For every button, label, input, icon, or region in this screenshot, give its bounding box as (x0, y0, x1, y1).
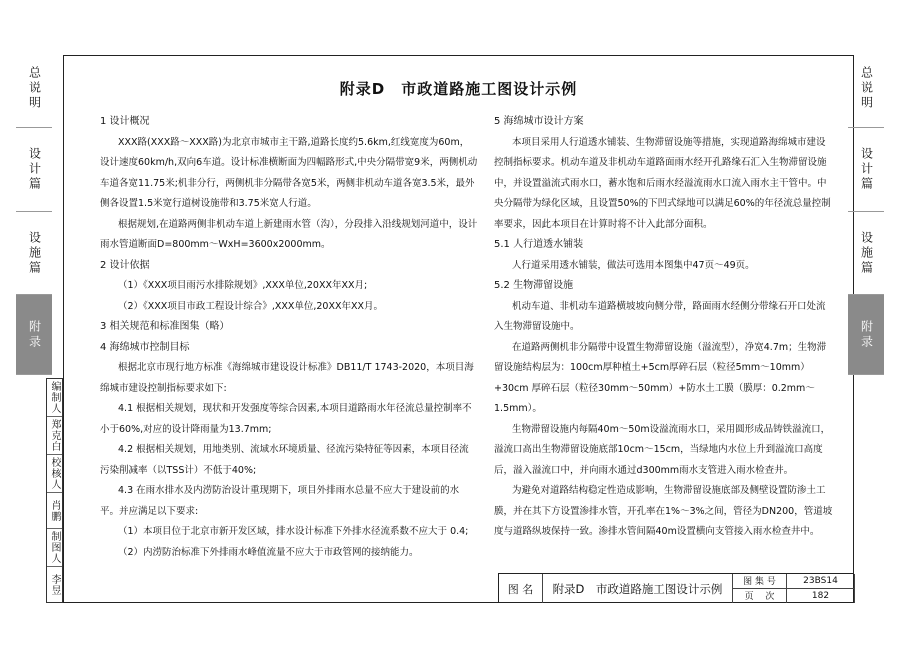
paragraph: XXX路(XXX路～XXX路)为北京市城市主干路,道路长度约5.6km,红线宽度为60m，设计速度60km/h,双向6车道。设计标准横断面为四幅路形式,中央分隔带宽9米，两侧机动车道各宽11.75米;机非分行，两侧机非分隔带各宽5米，两侧非机动车道各宽3.5米，最外侧各设置1.5米宽行道树设施带和3.75米宽人行道。 (100, 136, 478, 209)
paragraph: （2）《XXX项目市政工程设计综合》,XXX单位,20XX年XX月。 (118, 300, 384, 312)
page-title: 附录D 市政道路施工图设计示例 (339, 80, 578, 98)
section-heading: 1 设计概况 (100, 116, 150, 127)
sign-name-checker: 肖鹏 (47, 493, 62, 529)
sign-label-checker: 校核人 (47, 455, 62, 493)
tab-design[interactable]: 设计篇 (16, 128, 52, 212)
sign-label-compiler: 编制人 (47, 379, 62, 417)
atlas-label: 图 集 号 (733, 574, 787, 589)
page-label: 页 次 (733, 589, 787, 604)
paragraph: （1）《XXX项目雨污水排除规划》,XXX单位,20XX年XX月; (118, 280, 368, 291)
paragraph: 生物滞留设施内每隔40m～50m设溢流雨水口，采用圆形成品铸铁溢流口，溢流口高出生物滞留设施底部10cm～15cm，当绿地内水位上升到溢流口高度后，溢入溢流口中，并向雨水通过d300mm雨水支管进入雨水检查井。 (494, 423, 831, 476)
tab-appendix-right[interactable]: 附录 (848, 295, 884, 375)
left-column (100, 112, 478, 563)
sign-label-drafter: 制图人 (47, 529, 62, 567)
sign-name-drafter: 李昱 (49, 573, 60, 596)
tab-general-right[interactable]: 总说明 (848, 50, 884, 128)
paragraph: 4.3 在雨水排水及内涝防治设计重现期下，项目外排雨水总量不应大于建设前的水平。并应满足以下要求: (100, 485, 460, 517)
section-heading: 5.2 生物滞留设施 (494, 280, 574, 291)
paragraph: 在道路两侧机非分隔带中设置生物滞留设施（溢流型），净宽4.7m；生物滞留设施结构层为：100cm厚种植土+5cm厚碎石层（粒径5mm～10mm）+30cm 厚碎石层（粒径30mm～50mm）+防水土工膜（膜厚：0.2mm～1.5mm）。 (494, 341, 827, 414)
tab-general[interactable]: 总说明 (16, 50, 52, 128)
tab-facilities-right[interactable]: 设施篇 (848, 212, 884, 295)
right-column (494, 112, 834, 543)
paragraph: （1）本项目位于北京市新开发区域，排水设计标准下外排水径流系数不应大于 0.4; (118, 526, 469, 537)
paragraph: 4.2 根据相关规划，用地类别、流域水环境质量、径流污染特征等因素，本项目径流污染削减率（以TSS计）不低于40%; (100, 444, 469, 476)
sign-name-compiler: 郑克白 (47, 417, 62, 455)
section-heading: 3 相关规范和标准图集（略） (100, 321, 230, 332)
tuming-value: 附录D 市政道路施工图设计示例 (543, 574, 733, 603)
tab-design-right[interactable]: 设计篇 (848, 128, 884, 212)
section-heading: 4 海绵城市控制目标 (100, 341, 190, 353)
page-number: 182 (787, 589, 855, 604)
section-heading: 5 海绵城市设计方案 (494, 116, 584, 127)
paragraph: 为避免对道路结构稳定性造成影响，生物滞留设施底部及侧壁设置防渗土工膜，并在其下方设置渗排水管，开孔率在1%～3%之间，管径为DN200，管道坡度与道路纵坡保持一致。渗排水管间隔40m设置横向支管接入雨水检查井中。 (494, 485, 833, 537)
tab-appendix[interactable]: 附录 (16, 295, 52, 375)
paragraph: 机动车道、非机动车道路横坡坡向侧分带，路面雨水经侧分带缘石开口处流入生物滞留设施中。 (494, 300, 826, 332)
paragraph: 人行道采用透水铺装，做法可选用本图集中47页～49页。 (512, 259, 755, 271)
tab-facilities[interactable]: 设施篇 (16, 212, 52, 295)
paragraph: 4.1 根据相关规划，现状和开发强度等综合因素,本项目道路雨水年径流总量控制率不小于60%,对应的设计降雨量为13.7mm; (100, 403, 472, 435)
title-block (498, 573, 854, 603)
paragraph: （2）内涝防治标准下外排雨水峰值流量不应大于市政管网的接纳能力。 (118, 546, 419, 558)
paragraph: 根据规划,在道路两侧非机动车道上新建雨水管（沟），分段排入沿线规划河道中，设计雨水管道断面D=800mm～WxH=3600x2000mm。 (100, 218, 478, 250)
paragraph: 本项目采用人行道透水铺装、生物滞留设施等措施，实现道路海绵城市建设控制指标要求。机动车道及非机动车道路面雨水经开孔路缘石汇入生物滞留设施中，并设置溢流式雨水口，蓄水饱和后雨水经溢流雨水口流入雨水主干管中。中央分隔带为绿化区域，且设置50%的下凹式绿地可以满足60%的年径流总量控制率要求，因此本项目在计算时将不计入此部分面积。 (494, 136, 831, 230)
section-heading: 2 设计依据 (100, 259, 150, 271)
tuming-label: 图 名 (499, 574, 543, 603)
paragraph: 根据北京市现行地方标准《海绵城市建设设计标准》DB11/T 1743-2020，本项目海绵城市建设控制指标要求如下: (100, 362, 474, 394)
signature-strip (46, 378, 63, 603)
atlas-number: 23BS14 (787, 574, 855, 589)
section-heading: 5.1 人行道透水铺装 (494, 239, 584, 250)
